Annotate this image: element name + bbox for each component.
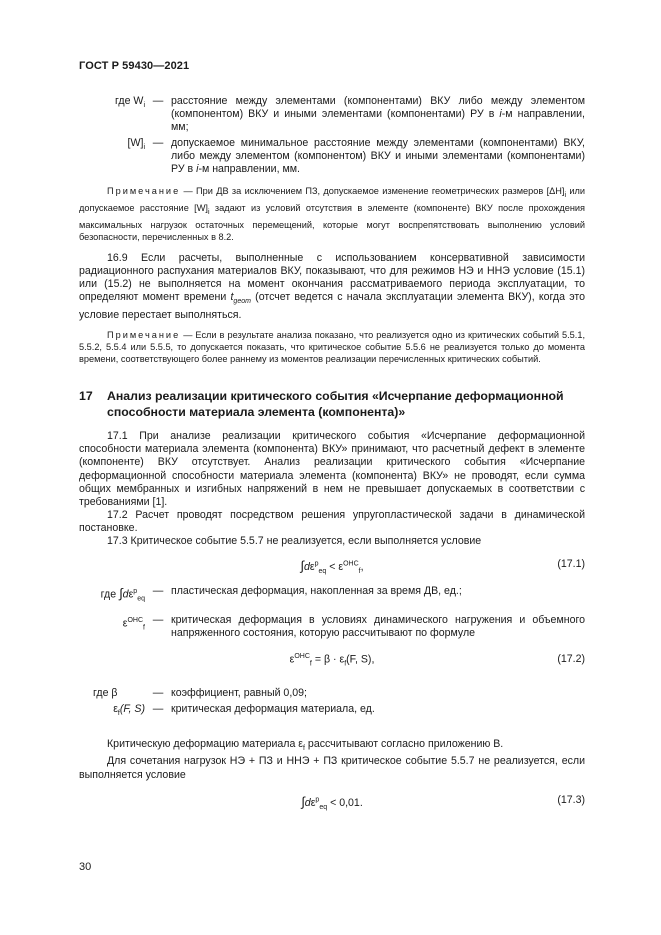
paragraph-17-3: 17.3 Критическое событие 5.5.7 не реализуется, если выполняется условие (107, 534, 482, 547)
paragraph-17-1: 17.1 При анализе реализации критического события «Исчерпание деформационной способности материала элемента (компонента) ВКУ» принимают, что расчетный дефект в элементе (компоненте) ВКУ отсутствует. Анализ реализации критического события «Исчерпание деформационной способности материала элемента (компонента) ВКУ» не проводят, если сумма общих мембранных и изгибных напряжений в нем не превышает допускаемых в соответствии с требованиями [1]. (79, 430, 585, 508)
paragraph-17-2: 17.2 Расчет проводят посредством решения упругопластической задачи в динамической постановке. (79, 508, 585, 534)
paragraph-crit: Критическую деформацию материала $\varepsilon_f$ рассчитывают согласно приложению В. (107, 738, 504, 753)
definition-item: $\varepsilon^{ОНС}_f$ — критическая деформация в условиях динамического нагружения и объемного напряженного состояния, которую рассчитывают по формуле (122, 613, 585, 639)
note: Примечание — Если в результате анализа показано, что реализуется одно из критических событий 5.5.1, 5.5.2, 5.5.4 или 5.5.5, то допускается показать, что критическое событие 5.5.6 не реализуется только до момента времени, соответствующего более раннему из моментов реализации перечисленных критических событий. (79, 329, 585, 365)
section-heading: 17 Анализ реализации критического события «Исчерпание деформационной способности материала элемента (компонента)» (79, 389, 564, 419)
paragraph-16-9: 16.9 Если расчеты, выполненные с использованием консервативной зависимости радиационного распухания материалов ВКУ, показывают, что для режимов НЭ и ННЭ условие (15.1) или (15.2) не выполняется на момент окончания рассматриваемого периода эксплуатации, то определяют момент времени $t_{geom}$ (отсчет ведется с начала эксплуатации элемента ВКУ), когда это условие перестает выполняться. (79, 252, 585, 321)
definition-item: где β — коэффициент, равный 0,09; (93, 686, 307, 699)
equation-number: (17.3) (557, 793, 585, 806)
paragraph-comb: Для сочетания нагрузок НЭ + ПЗ и ННЭ + ПЗ критическое событие 5.5.7 не реализуется, если выполняется условие (79, 755, 585, 781)
content (79, 95, 585, 812)
note: Примечание — При ДВ за исключением ПЗ, допускаемое изменение геометрических размеров $[\Delta H]_i$ или допускаемое расстояние $[W]_i$ задают из условий отсутствия в элементе (компоненте) ВКУ после прохождения максимальных нагрузок остаточных перемещений, которые могут воспрепятствовать выполнению условий безопасности, перечисленных в 8.2. (79, 185, 585, 242)
equation-number: (17.2) (557, 652, 585, 665)
equation-number: (17.1) (557, 558, 585, 571)
definition-item: где $\int d\varepsilon^p_{eq}$ — пластическая деформация, накопленная за время ДВ, ед.; (100, 585, 462, 603)
equation-17-1: $\int d\varepsilon^p_{eq} < \varepsilon^{ОНС}_f$, (17.1) (300, 558, 585, 576)
definition-item: где $W_i$ — расстояние между элементами (компонентами) ВКУ либо между элементом (компонентом) ВКУ и иными элементами (компонентами) РУ в i-м направлении, мм; (115, 95, 585, 134)
definition-item: $[W]_i$ — допускаемое минимальное расстояние между элементами (компонентами) ВКУ, либо между элементом (компонентом) ВКУ и иными элементами (компонентами) РУ в i-м направлении, мм. (127, 137, 585, 176)
equation-17-3: $\int d\varepsilon^p_{eq} < 0,01$. (17.3) (301, 793, 585, 811)
definition-item: $\varepsilon_f(F$, S) — критическая деформация материала, ед. (113, 703, 375, 718)
page-number: 30 (79, 861, 92, 873)
equation-17-2: $\varepsilon^{ОНС}_f = \beta \cdot \varepsilon_f(F$, S), (17.2) (289, 652, 585, 668)
page-header: ГОСТ Р 59430—2021 (79, 60, 190, 72)
